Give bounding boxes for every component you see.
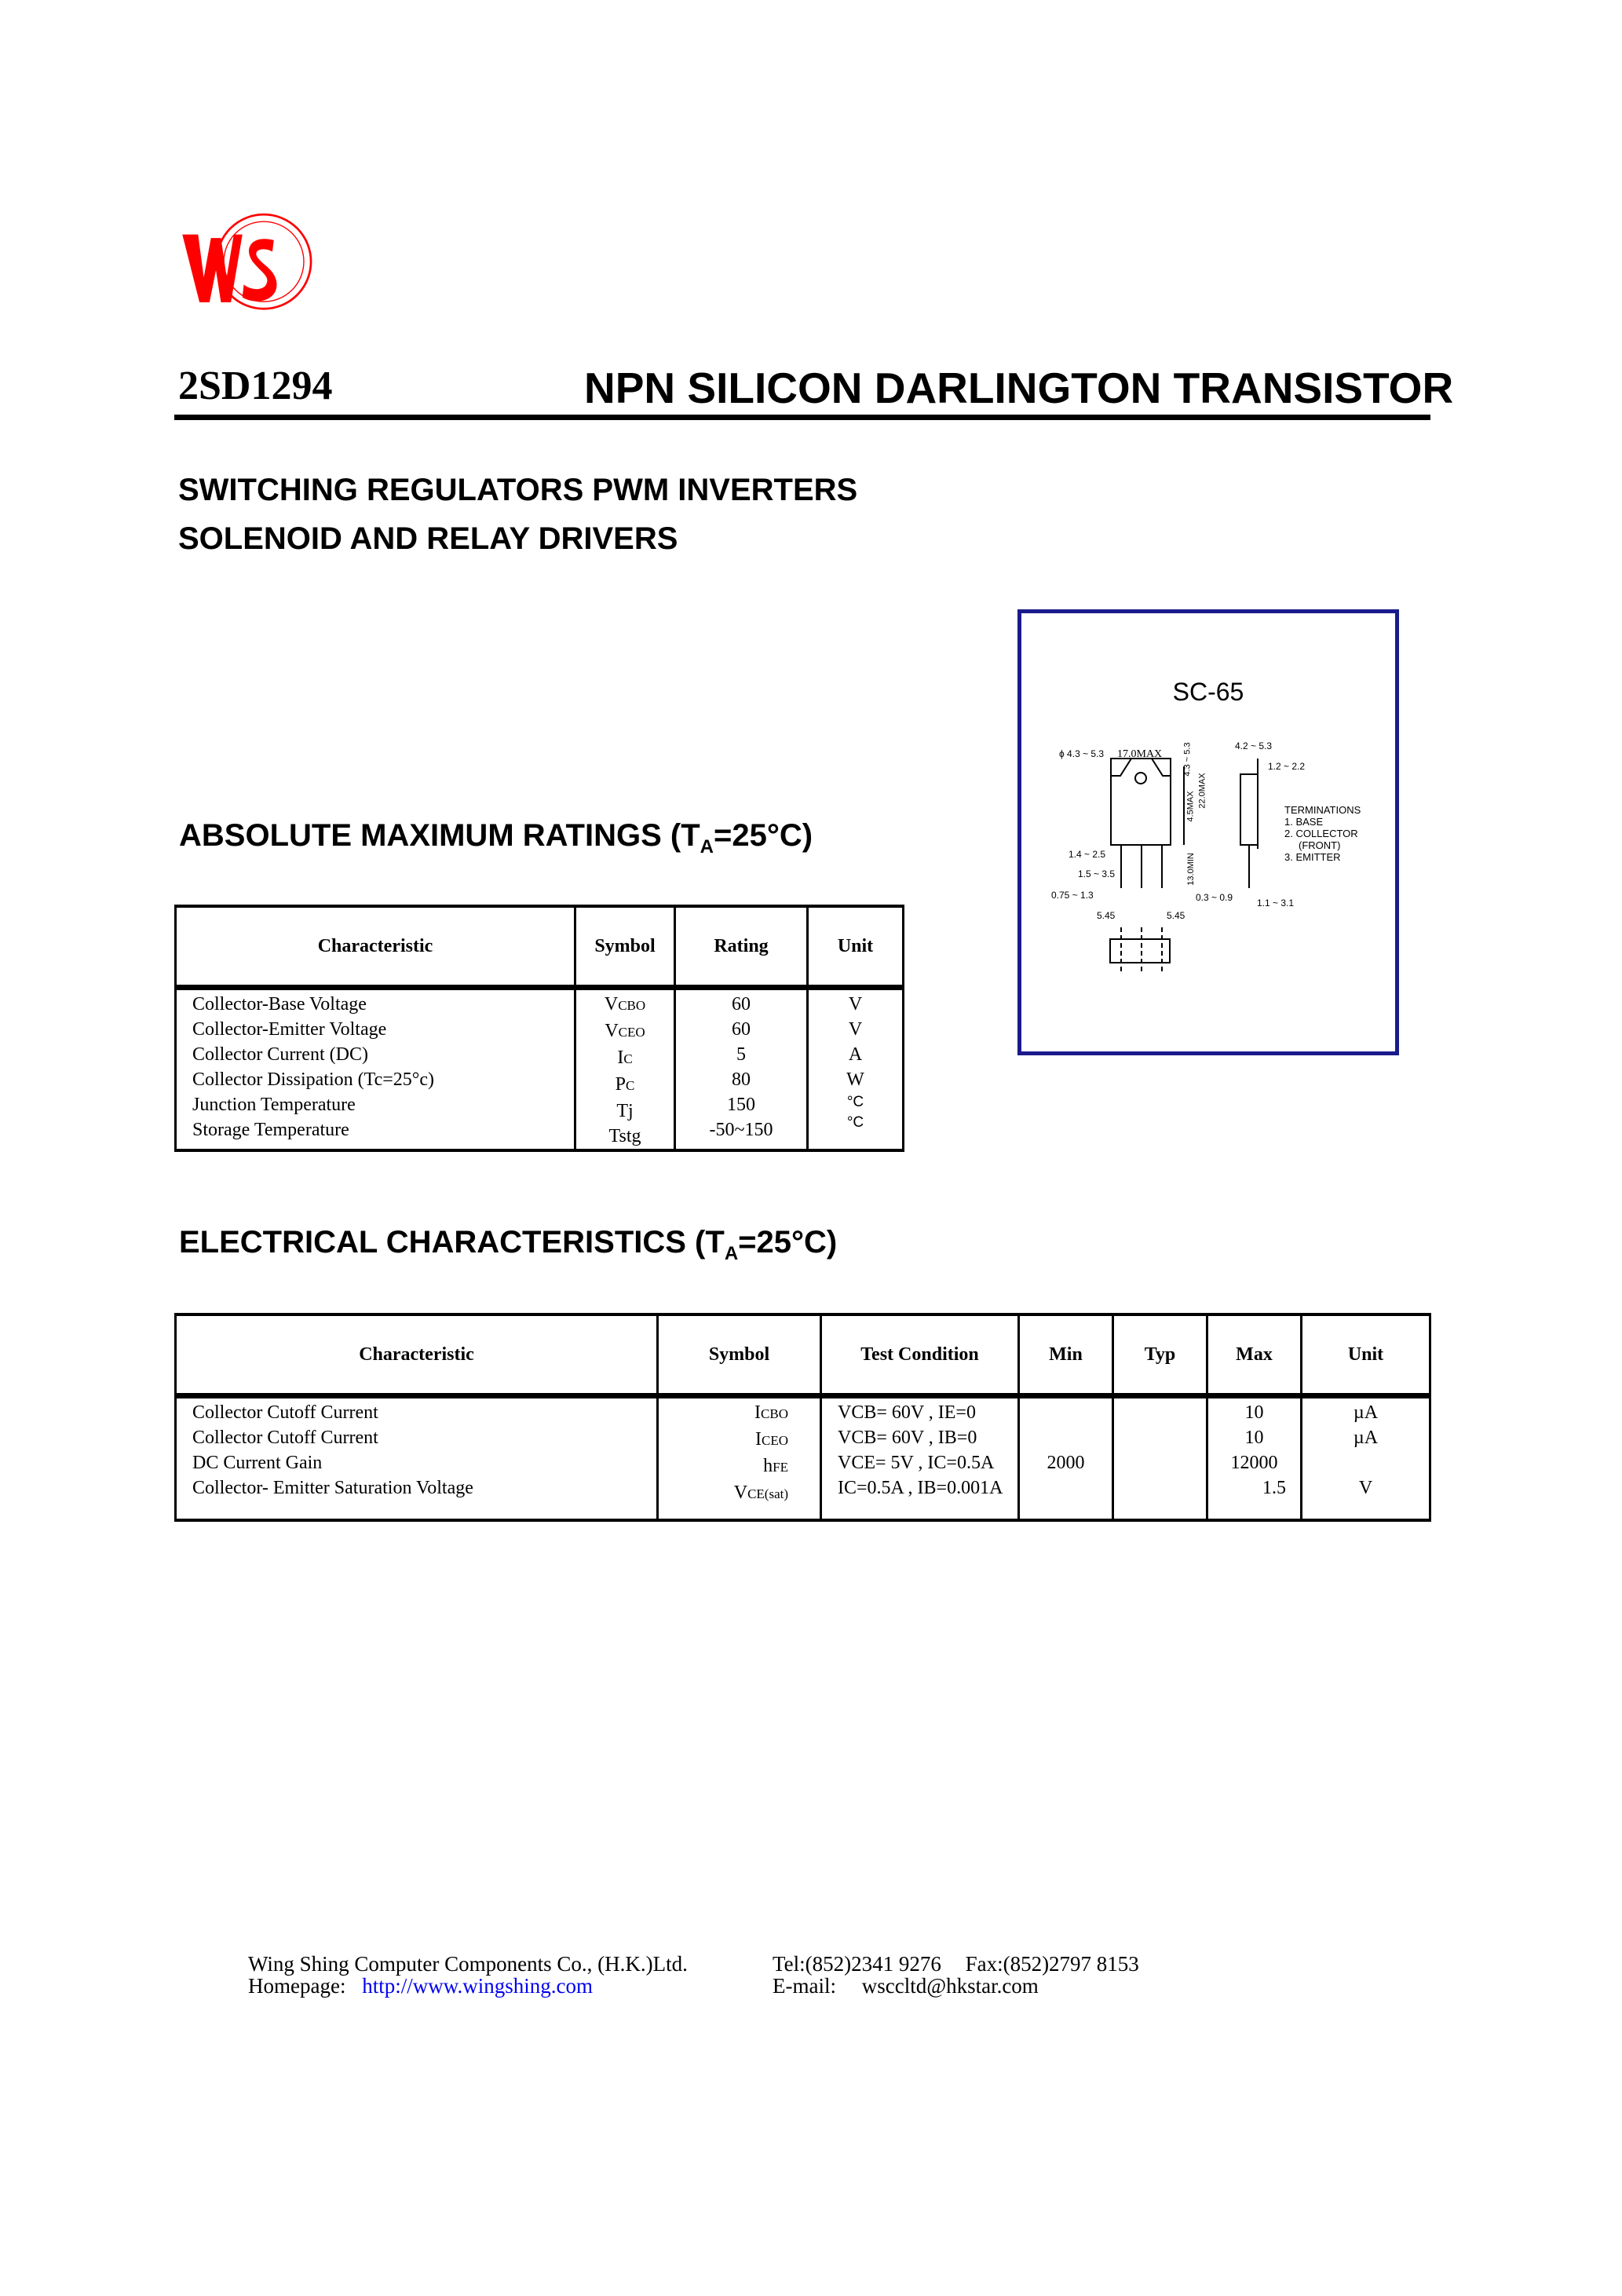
cell: 60 [732, 994, 751, 1015]
max-column [1207, 1396, 1302, 1520]
cell [659, 1400, 788, 1427]
sym: P [615, 1074, 626, 1095]
cell: °C [846, 1114, 864, 1131]
cell [1020, 1400, 1112, 1425]
col-unit: Unit [808, 906, 904, 988]
cell: 10 [1244, 1428, 1264, 1448]
cell: 150 [727, 1095, 755, 1115]
cell: Collector Cutoff Current [192, 1402, 378, 1423]
min-column [1019, 1396, 1113, 1520]
col-max: Max [1207, 1314, 1302, 1396]
heading-text: ELECTRICAL CHARACTERISTICS (T [179, 1225, 725, 1260]
typ-column [1113, 1396, 1207, 1520]
col-test-condition: Test Condition [821, 1314, 1019, 1396]
sym: I [754, 1402, 762, 1423]
abs-max-table [174, 905, 904, 1152]
cell: 60 [732, 1019, 751, 1040]
cell: 10 [1244, 1402, 1264, 1423]
dim-pitch-right: 5.45 [1167, 910, 1185, 921]
sym-sub: CBO [618, 998, 646, 1013]
col-typ: Typ [1113, 1314, 1207, 1396]
abs-max-heading [179, 818, 813, 858]
col-symbol: Symbol [575, 906, 675, 988]
elec-heading [179, 1225, 837, 1265]
cell: V [848, 994, 863, 1015]
unit-column [1302, 1396, 1430, 1520]
application-line: SOLENOID AND RELAY DRIVERS [178, 521, 678, 556]
heading-tail: =25°C) [738, 1225, 838, 1260]
email-label: E-mail: [773, 1974, 836, 1998]
cell [576, 1124, 674, 1149]
part-number: 2SD1294 [178, 364, 333, 408]
footer-phone [773, 1952, 1139, 1976]
cell [576, 1045, 674, 1072]
cell: V [1358, 1478, 1373, 1498]
termination-item: 3. EMITTER [1284, 851, 1341, 863]
condition-column [821, 1396, 1019, 1520]
unit-column [808, 988, 904, 1151]
cell [659, 1453, 788, 1480]
cell [659, 1427, 788, 1453]
sym-sub: C [626, 1078, 635, 1093]
dim-tab: 1.2 ~ 2.2 [1268, 761, 1306, 772]
elec-table [174, 1313, 1431, 1522]
heading-tail: =25°C) [714, 818, 813, 853]
sym: Tstg [608, 1126, 641, 1146]
dim-lead-thickness: 0.75 ~ 1.3 [1051, 890, 1094, 901]
cell: DC Current Gain [192, 1453, 323, 1473]
sym: I [617, 1047, 624, 1068]
footer-homepage [248, 1974, 593, 1998]
cell: Collector-Emitter Voltage [192, 1019, 387, 1040]
email-address[interactable]: wsccltd@hkstar.com [861, 1974, 1039, 1998]
heading-sub: A [724, 1243, 739, 1264]
col-min: Min [1019, 1314, 1113, 1396]
sym-sub: CBO [761, 1406, 788, 1421]
cell [1020, 1425, 1112, 1450]
dim-lead-offset-thk: 0.3 ~ 0.9 [1196, 892, 1233, 903]
terminations [1284, 804, 1361, 863]
characteristic-column [176, 988, 575, 1151]
col-characteristic: Characteristic [176, 1314, 658, 1396]
sym-sub: CEO [618, 1025, 645, 1040]
package-drawing-box [1017, 609, 1399, 1055]
cell: Collector Dissipation (Tc=25°c) [192, 1069, 435, 1090]
cell: -50~150 [709, 1120, 773, 1140]
characteristic-column [176, 1396, 658, 1520]
symbol-column [575, 988, 675, 1151]
dim-total-height: 22.0MAX [1197, 773, 1207, 809]
dim-lead-offset: 1.1 ~ 3.1 [1257, 898, 1295, 909]
sym: V [604, 994, 619, 1015]
cell: IC=0.5A , IB=0.001A [838, 1478, 1003, 1498]
col-characteristic: Characteristic [176, 906, 575, 988]
col-rating: Rating [675, 906, 808, 988]
cell: VCB= 60V , IB=0 [838, 1428, 977, 1448]
dim-body-height: 4.5MAX [1185, 791, 1196, 822]
rating-column [675, 988, 808, 1151]
cell: VCB= 60V , IE=0 [838, 1402, 976, 1423]
dim-hole: ϕ 4.3 ~ 5.3 [1059, 748, 1105, 759]
dim-lead-length: 13.0MIN [1185, 853, 1196, 886]
dim-width: 17.0MAX [1117, 748, 1163, 760]
sym-sub: FE [773, 1460, 788, 1475]
terminations-title: TERMINATIONS [1284, 804, 1361, 816]
termination-item: 2. COLLECTOR [1284, 828, 1358, 839]
cell: Storage Temperature [192, 1120, 349, 1140]
footer-email [773, 1974, 1039, 1998]
heading-text: ABSOLUTE MAXIMUM RATINGS (T [179, 818, 700, 853]
cell [659, 1480, 788, 1507]
heading-sub: A [700, 836, 714, 857]
symbol-column [658, 1396, 821, 1520]
homepage-link[interactable]: http://www.wingshing.com [362, 1974, 593, 1998]
cell: W [846, 1069, 864, 1090]
sym: I [755, 1429, 762, 1450]
cell [576, 1072, 674, 1099]
sym-sub: CEO [762, 1433, 788, 1448]
cell: µA [1353, 1428, 1379, 1448]
application-line: SWITCHING REGULATORS PWM INVERTERS [178, 473, 858, 507]
termination-item: (FRONT) [1299, 839, 1341, 851]
cell [576, 1018, 674, 1045]
cell: µA [1353, 1402, 1379, 1423]
title-rule [174, 415, 1430, 420]
dim-thickness: 4.2 ~ 5.3 [1235, 740, 1273, 751]
sym-sub: CE(sat) [747, 1486, 788, 1501]
cell: Junction Temperature [192, 1095, 356, 1115]
sym: V [605, 1021, 619, 1041]
tel: Tel:(852)2341 9276 [773, 1952, 941, 1976]
termination-item: 1. BASE [1284, 816, 1324, 828]
cell: V [848, 1019, 863, 1040]
cell [576, 1099, 674, 1124]
sym: Tj [616, 1101, 634, 1121]
footer-company: Wing Shing Computer Components Co., (H.K.)Ltd. [248, 1952, 688, 1976]
homepage-label: Homepage: [248, 1974, 346, 1998]
dim-pitch-left: 5.45 [1097, 910, 1116, 921]
document-title: NPN SILICON DARLINGTON TRANSISTOR [584, 364, 1454, 412]
cell: Collector-Base Voltage [192, 994, 367, 1015]
package-name: SC-65 [1172, 678, 1244, 706]
cell: 80 [732, 1069, 751, 1090]
sym-sub: C [623, 1051, 633, 1066]
dim-lead-width-1: 1.4 ~ 2.5 [1069, 849, 1106, 860]
cell: 2000 [1047, 1453, 1085, 1473]
cell: A [848, 1044, 863, 1065]
cell: VCE= 5V , IC=0.5A [838, 1453, 995, 1473]
cell: 5 [736, 1044, 746, 1065]
cell: Collector Cutoff Current [192, 1428, 378, 1448]
col-symbol: Symbol [658, 1314, 821, 1396]
cell [576, 992, 674, 1018]
sym: V [733, 1483, 748, 1503]
col-unit: Unit [1302, 1314, 1430, 1396]
cell [1302, 1450, 1429, 1475]
company-logo [177, 206, 320, 320]
sym: h [763, 1456, 773, 1476]
fax: Fax:(852)2797 8153 [965, 1952, 1139, 1976]
dim-top: 4.3 ~ 5.3 [1182, 742, 1193, 777]
cell: 1.5 [1262, 1478, 1286, 1498]
cell: Collector- Emitter Saturation Voltage [192, 1478, 473, 1498]
cell: 12000 [1230, 1453, 1278, 1473]
dim-lead-width-2: 1.5 ~ 3.5 [1078, 868, 1116, 879]
cell: °C [846, 1094, 864, 1110]
cell: Collector Current (DC) [192, 1044, 368, 1065]
